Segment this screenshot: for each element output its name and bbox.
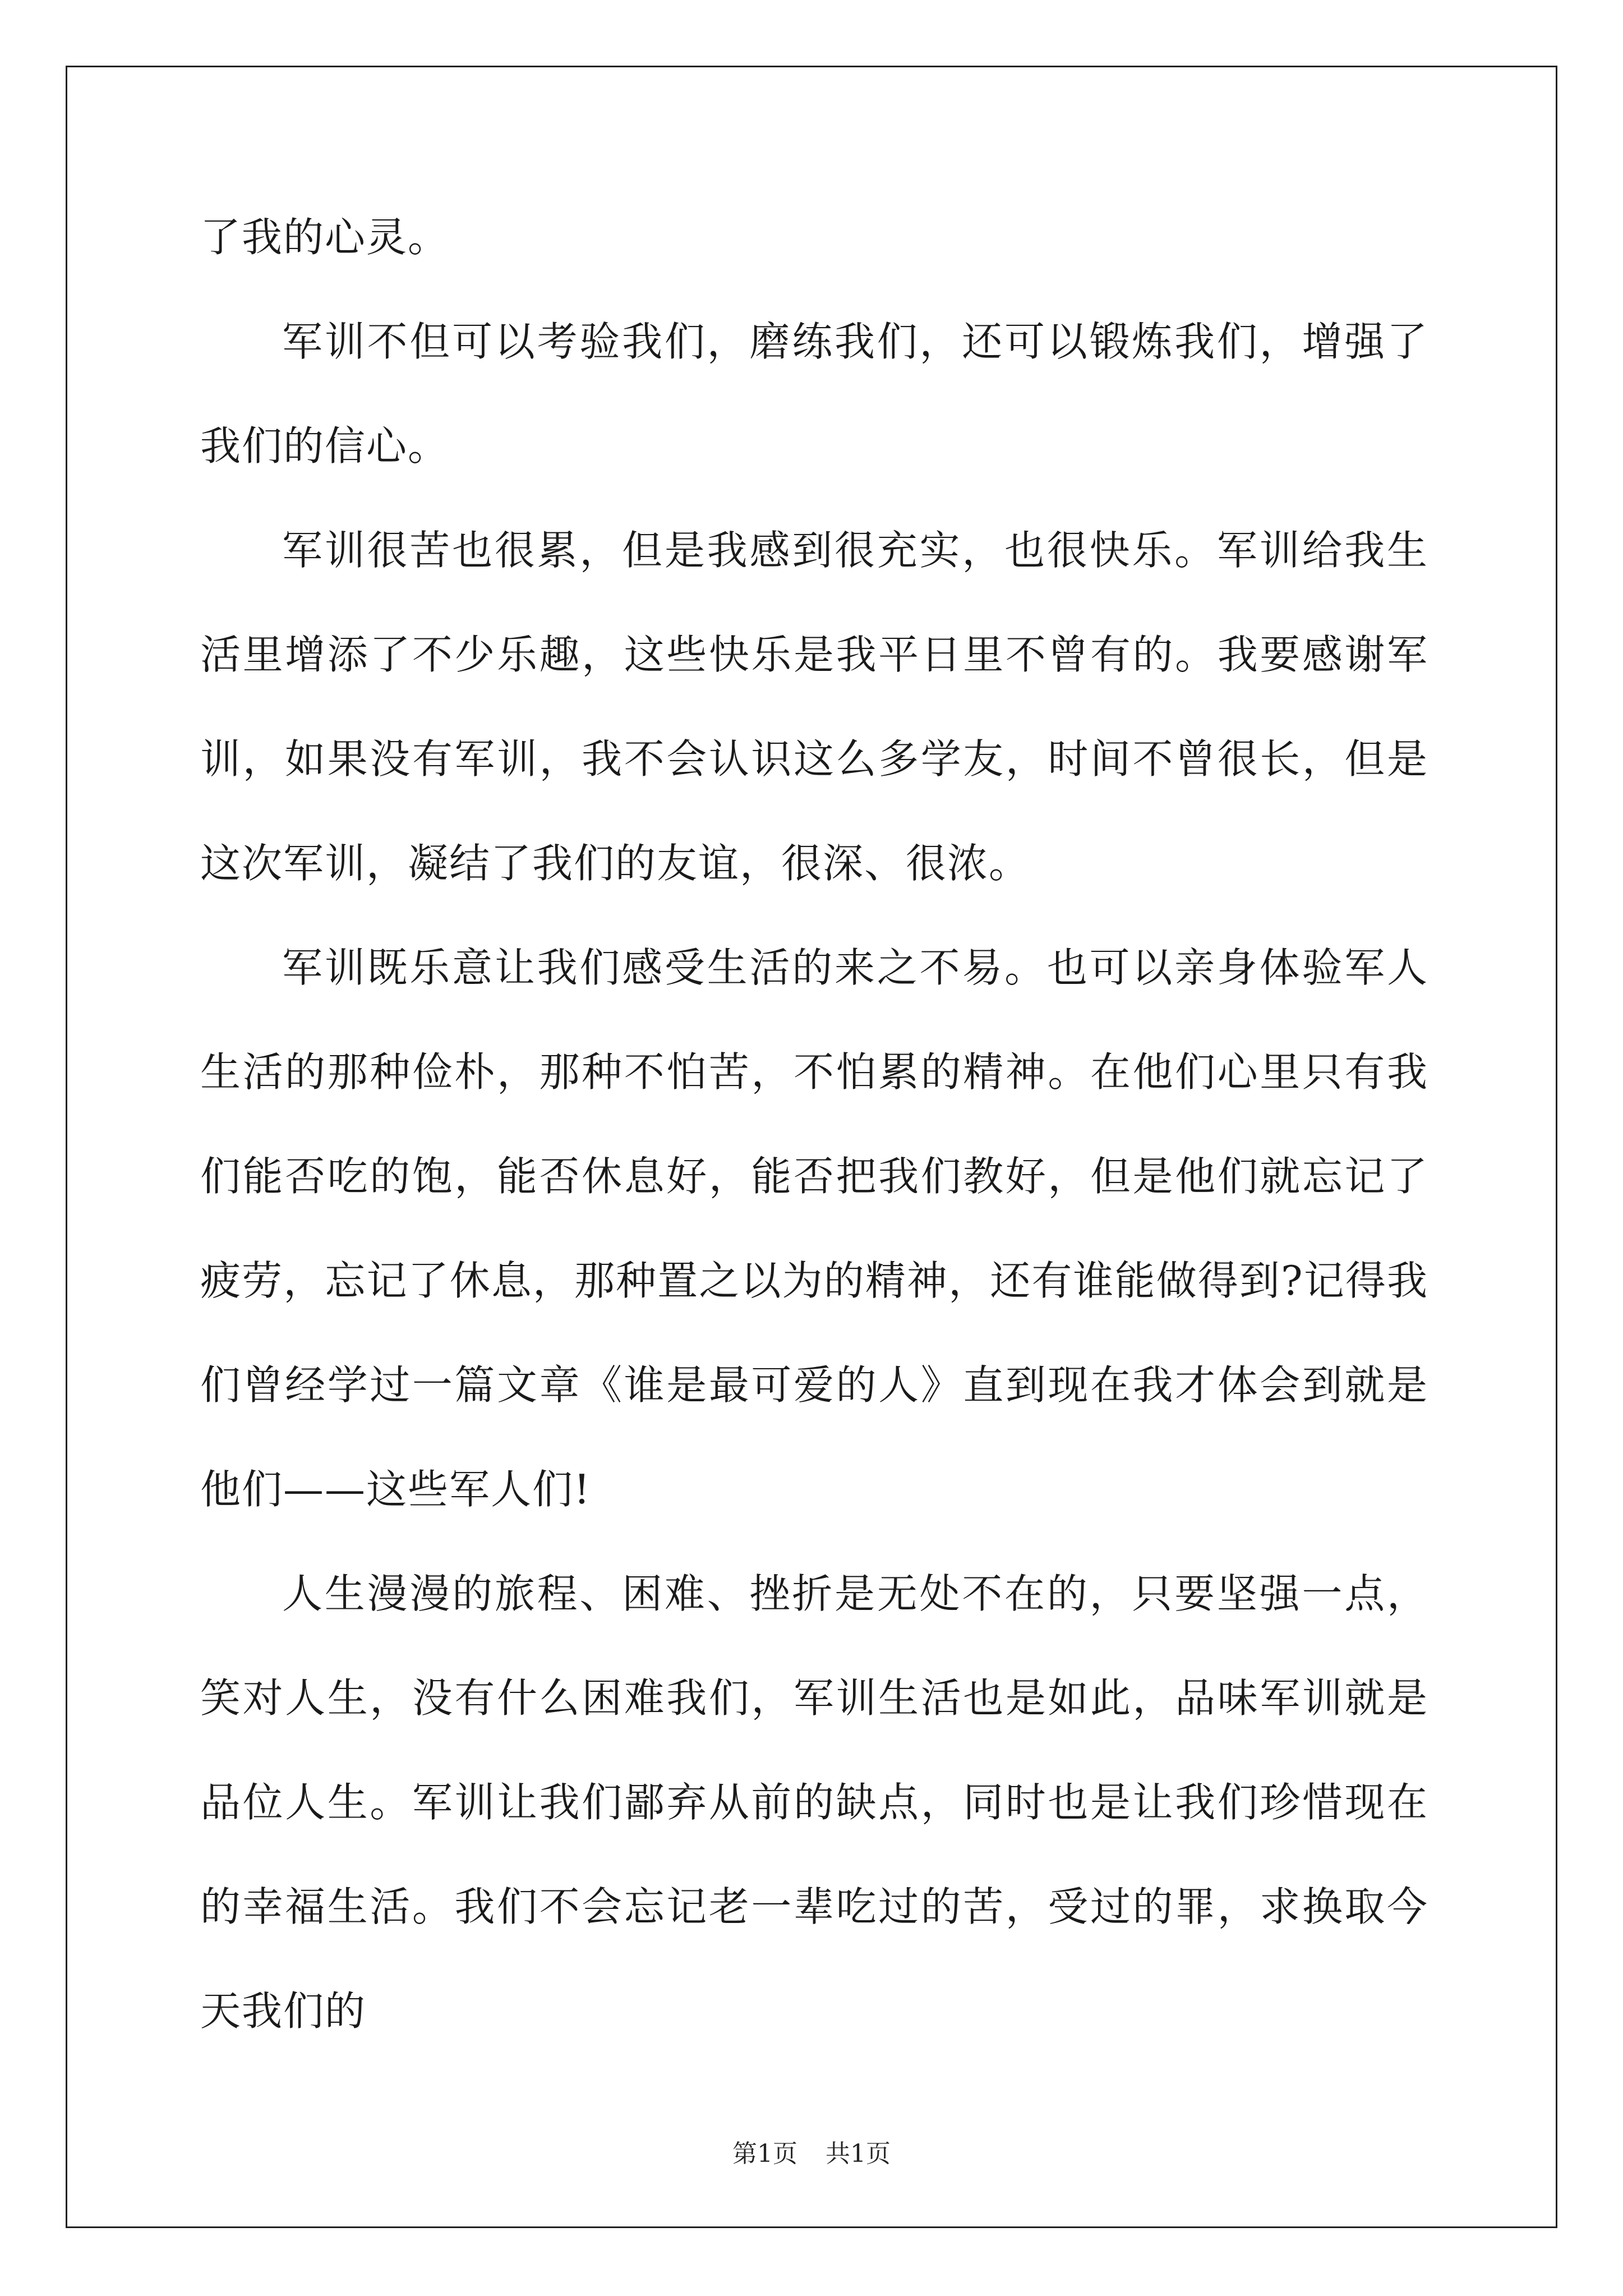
- paragraph-3: 军训很苦也很累，但是我感到很充实，也很快乐。军训给我生活里增添了不少乐趣，这些快乐是我平日里不曾有的。我要感谢军训，如果没有军训，我不会认识这么多学友，时间不曾很长，但是这次军训，凝结了我们的友谊，很深、很浓。: [200, 527, 1428, 887]
- paragraph-2: 军训不但可以考验我们，磨练我们，还可以锻炼我们，增强了我们的信心。: [200, 318, 1428, 470]
- page-number: 第1页: [732, 2139, 797, 2168]
- page-total: 共1页: [826, 2139, 891, 2168]
- paragraph-4: 军训既乐意让我们感受生活的来之不易。也可以亲身体验军人生活的那种俭朴，那种不怕苦，不怕累的精神。在他们心里只有我们能否吃的饱，能否休息好，能否把我们教好，但是他们就忘记了疲劳，忘记了休息，那种置之以为的精神，还有谁能做得到?记得我们曾经学过一篇文章《谁是最可爱的人》直到现在我才体会到就是他们——这些军人们!: [200, 944, 1428, 1513]
- page-footer: [0, 2137, 1623, 2171]
- paragraph-1: 了我的心灵。: [200, 214, 450, 261]
- paragraph-5: 人生漫漫的旅程、困难、挫折是无处不在的，只要坚强一点，笑对人生，没有什么困难我们，军训生活也是如此，品味军训就是品位人生。军训让我们鄙弃从前的缺点，同时也是让我们珍惜现在的幸福生活。我们不会忘记老一辈吃过的苦，受过的罪，求换取今天我们的: [200, 1570, 1428, 2035]
- document-body: [200, 185, 1428, 2063]
